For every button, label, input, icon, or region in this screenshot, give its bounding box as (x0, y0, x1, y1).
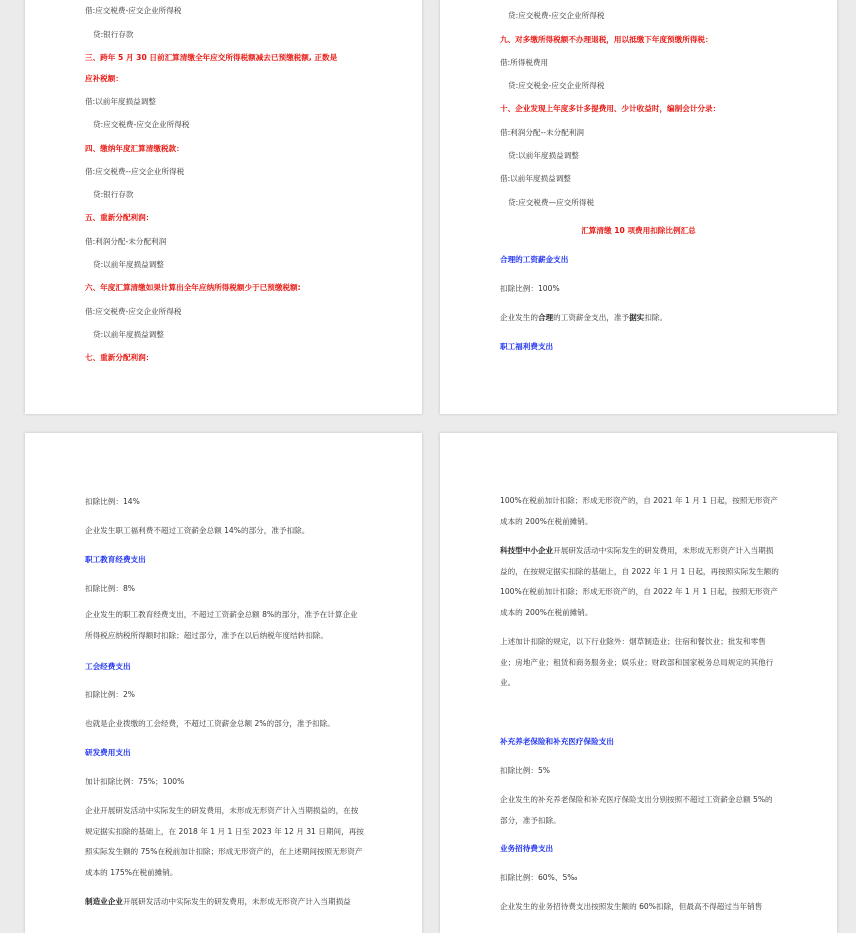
paragraph: 上述加计扣除的规定，以下行业除外：烟草制造业；住宿和餐饮业；批发和零售业；房地产业；租赁和商务服务业；娱乐业；财政部和国家税务总局规定的其他行业。 (500, 637, 774, 687)
paragraph: 企业发生职工福利费不超过工资薪金总额 14%的部分，准予扣除。 (85, 526, 310, 535)
entry-credit: 贷:以前年度损益调整 (93, 260, 164, 269)
summary-title: 汇算清缴 10 项费用扣除比例汇总 (581, 226, 696, 235)
paragraph: 企业发生的职工教育经费支出，不超过工资薪金总额 8%的部分，准予在计算企业所得税应纳税所得额时扣除；超过部分，准予在以后纳税年度结转扣除。 (85, 610, 358, 640)
paragraph: 企业开展研发活动中实际发生的研发费用，未形成无形资产计入当期损益的，在按规定据实扣除的基础上，在 2018 年 1 月 1 日至 2023 年 12 月 31 日期间，再按照实际发生额的 75%在税前加计扣除；形成无形资产的，在上述期间按照无形资产成本的 175%在税前摊销。 (85, 806, 364, 877)
deduction-rate: 扣除比例：2% (85, 690, 136, 699)
document-page-1 (25, 0, 422, 414)
subsection-heading: 合理的工资薪金支出 (500, 255, 569, 264)
subsection-heading: 职工福利费支出 (500, 342, 554, 351)
entry-debit: 借:利润分配-未分配利润 (85, 237, 167, 246)
deduction-rate: 扣除比例：8% (85, 584, 136, 593)
paragraph: 企业发生的补充养老保险和补充医疗保险支出分别按照不超过工资薪金总额 5%的部分，准予扣除。 (500, 795, 773, 825)
entry-credit: 贷:应交税费-应交企业所得税 (93, 120, 190, 129)
section-heading: 四、缴纳年度汇算清缴税款： (85, 144, 184, 153)
entry-debit: 借:所得税费用 (500, 58, 549, 67)
section-heading: 五、重新分配利润： (85, 213, 154, 222)
deduction-rate: 扣除比例：14% (85, 497, 140, 506)
entry-debit: 借:以前年度损益调整 (500, 174, 571, 183)
subsection-heading: 补充养老保险和补充医疗保险支出 (500, 737, 614, 746)
section-heading: 九、对多缴所得税额不办理退税，用以抵缴下年度预缴所得税： (500, 35, 713, 44)
section-heading: 六、年度汇算清缴如果计算出全年应纳所得税额少于已预缴税额: (85, 283, 301, 292)
entry-credit: 贷:银行存款 (93, 190, 134, 199)
subsection-heading: 职工教育经费支出 (85, 555, 146, 564)
subsection-heading: 研发费用支出 (85, 748, 131, 757)
paragraph: 制造业企业开展研发活动中实际发生的研发费用，未形成无形资产计入当期损益 (85, 897, 351, 906)
document-page-3 (25, 433, 422, 933)
deduction-rate: 扣除比例：100% (500, 284, 560, 293)
subsection-heading: 业务招待费支出 (500, 844, 554, 853)
subsection-heading: 工会经费支出 (85, 662, 131, 671)
entry-credit: 贷:应交税金-应交企业所得税 (508, 81, 605, 90)
document-page-2 (440, 0, 837, 414)
section-heading-cont: 应补税额： (85, 74, 123, 83)
entry-debit: 借:应交税费-应交企业所得税 (85, 307, 182, 316)
deduction-rate: 加计扣除比例：75%；100% (85, 777, 185, 786)
entry-debit: 借:利润分配--未分配利润 (500, 128, 584, 137)
section-heading: 十、企业发现上年度多计多提费用、少计收益时，编制会计分录： (500, 104, 721, 113)
entry-credit: 贷:银行存款 (93, 30, 134, 39)
document-page-4 (440, 433, 837, 933)
entry-debit: 借:应交税费-应交企业所得税 (85, 6, 182, 15)
section-heading: 七、重新分配利润： (85, 353, 154, 362)
paragraph: 也就是企业拨缴的工会经费，不超过工资薪金总额 2%的部分，准予扣除。 (85, 719, 335, 728)
entry-credit: 贷:以前年度损益调整 (508, 151, 579, 160)
paragraph: 企业发生的业务招待费支出按照发生额的 60%扣除，但最高不得超过当年销售 (500, 902, 763, 911)
entry-credit: 贷:以前年度损益调整 (93, 330, 164, 339)
entry-credit: 贷:应交税费-应交企业所得税 (508, 11, 605, 20)
deduction-rate: 扣除比例：5% (500, 766, 551, 775)
paragraph: 企业发生的合理的工资薪金支出，准予据实扣除。 (500, 313, 668, 322)
entry-debit: 借:以前年度损益调整 (85, 97, 156, 106)
paragraph: 科技型中小企业开展研发活动中实际发生的研发费用，未形成无形资产计入当期损益的，在按规定据实扣除的基础上，自 2022 年 1 月 1 日起，再按照实际发生额的 100%在税前加计扣除；形成无形资产的，自 2022 年 1 月 1 日起，按照无形资产成本的 200%在税前摊销。 (500, 546, 779, 617)
entry-credit: 贷:应交税费—应交所得税 (508, 198, 595, 207)
deduction-rate: 扣除比例：60%、5‰ (500, 873, 578, 882)
paragraph: 100%在税前加计扣除；形成无形资产的，自 2021 年 1 月 1 日起，按照无形资产成本的 200%在税前摊销。 (500, 496, 778, 526)
entry-debit: 借:应交税费--应交企业所得税 (85, 167, 185, 176)
section-heading: 三、跨年 5 月 30 日前汇算清缴全年应交所得税额减去已预缴税额, 正数是 (85, 53, 338, 62)
